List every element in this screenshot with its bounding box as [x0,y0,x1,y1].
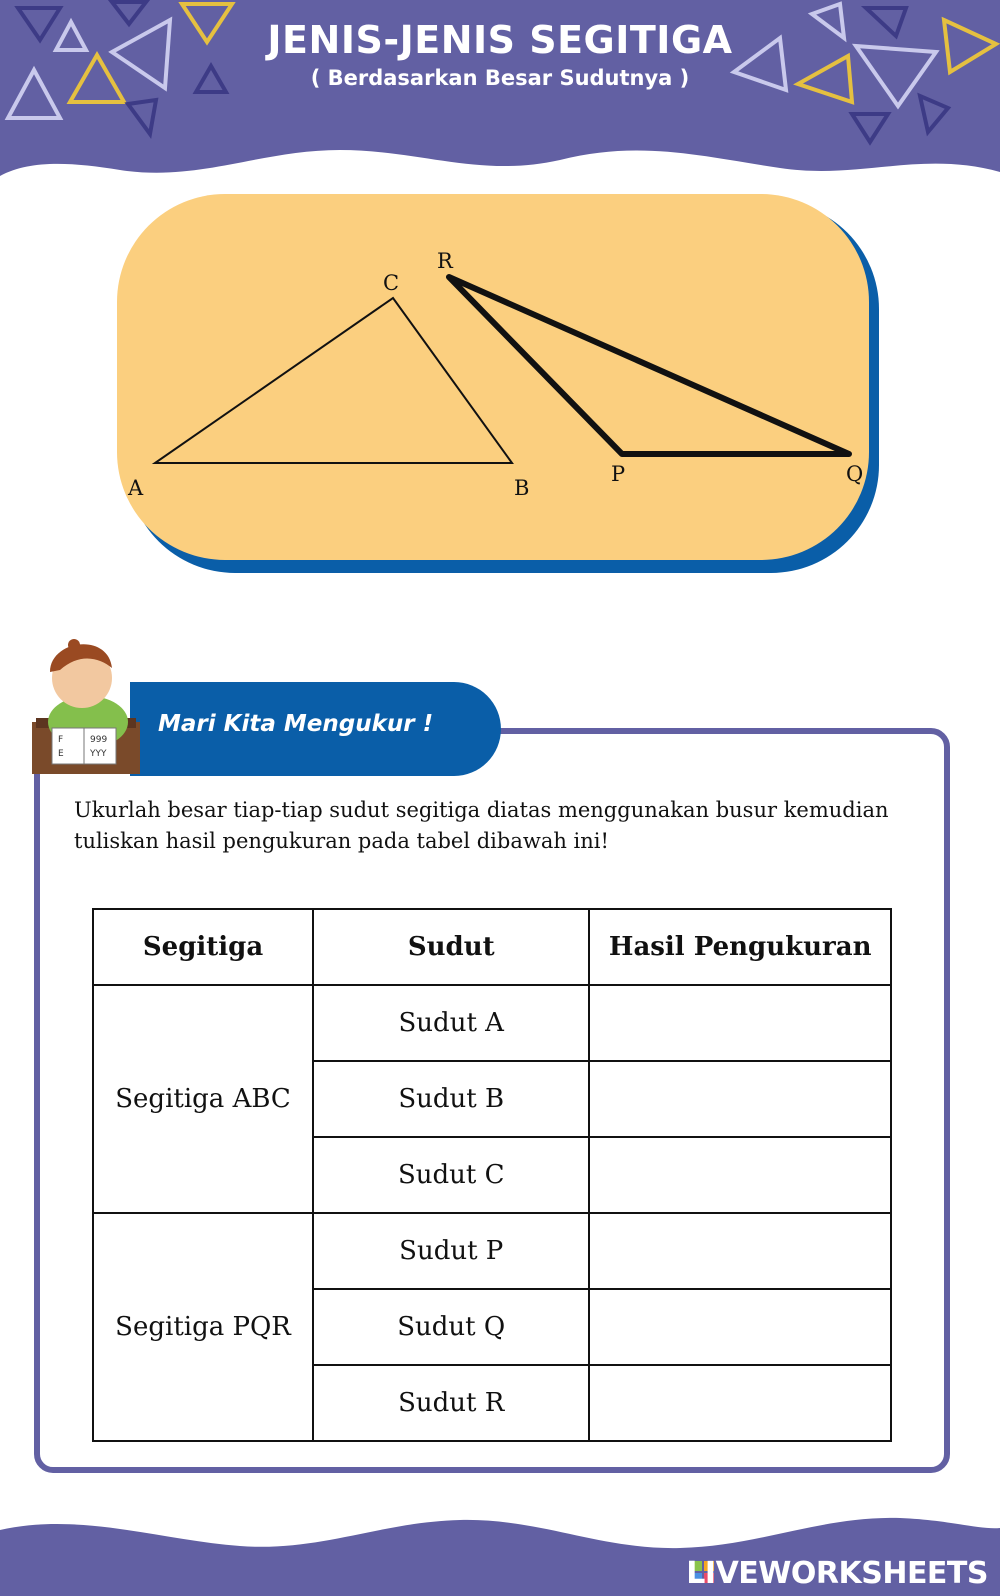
vertex-label-p: P [611,462,626,486]
instruction-text: Ukurlah besar tiap-tiap sudut segitiga diatas menggunakan busur kemudian tuliskan hasil pengukuran pada tabel dibawah ini! [74,798,889,853]
header-sudut: Sudut [313,909,589,985]
vertex-label-r: R [437,249,453,273]
group-label-abc: Segitiga ABC [93,985,313,1213]
answer-cell-p[interactable] [589,1213,891,1289]
group-label-pqr: Segitiga PQR [93,1213,313,1441]
table-row [93,1213,891,1289]
angle-label: Sudut Q [313,1289,589,1365]
table-row [93,985,891,1061]
page-title: JENIS-JENIS SEGITIGA [267,18,733,62]
vertex-label-a: A [128,476,144,500]
answer-cell-b[interactable] [589,1061,891,1137]
angle-label: Sudut P [313,1213,589,1289]
angle-label: Sudut C [313,1137,589,1213]
angle-label: Sudut A [313,985,589,1061]
svg-text:F: F [58,735,64,745]
answer-cell-q[interactable] [589,1289,891,1365]
header-segitiga: Segitiga [93,909,313,985]
answer-cell-a[interactable] [589,985,891,1061]
answer-cell-r[interactable] [589,1365,891,1441]
measurement-table [92,908,892,1442]
page-subtitle: ( Berdasarkan Besar Sudutnya ) [310,66,690,90]
angle-label: Sudut B [313,1061,589,1137]
answer-cell-c[interactable] [589,1137,891,1213]
header-hasil-pengukuran: Hasil Pengukuran [589,909,891,985]
svg-text:YYY: YYY [90,749,107,759]
table-header-row [93,909,891,985]
vertex-label-q: Q [846,462,864,486]
angle-label: Sudut R [313,1365,589,1441]
student-illustration-icon [32,639,140,774]
vertex-label-c: C [383,271,400,295]
diagram-panel [117,194,869,560]
svg-text:999: 999 [90,735,108,745]
activity-badge-label: Mari Kita Mengukur ! [158,711,434,737]
svg-text:E: E [58,749,64,759]
vertex-label-b: B [514,476,530,500]
liveworksheets-watermark[interactable]: LIVEWORKSHEETS [686,1556,988,1591]
